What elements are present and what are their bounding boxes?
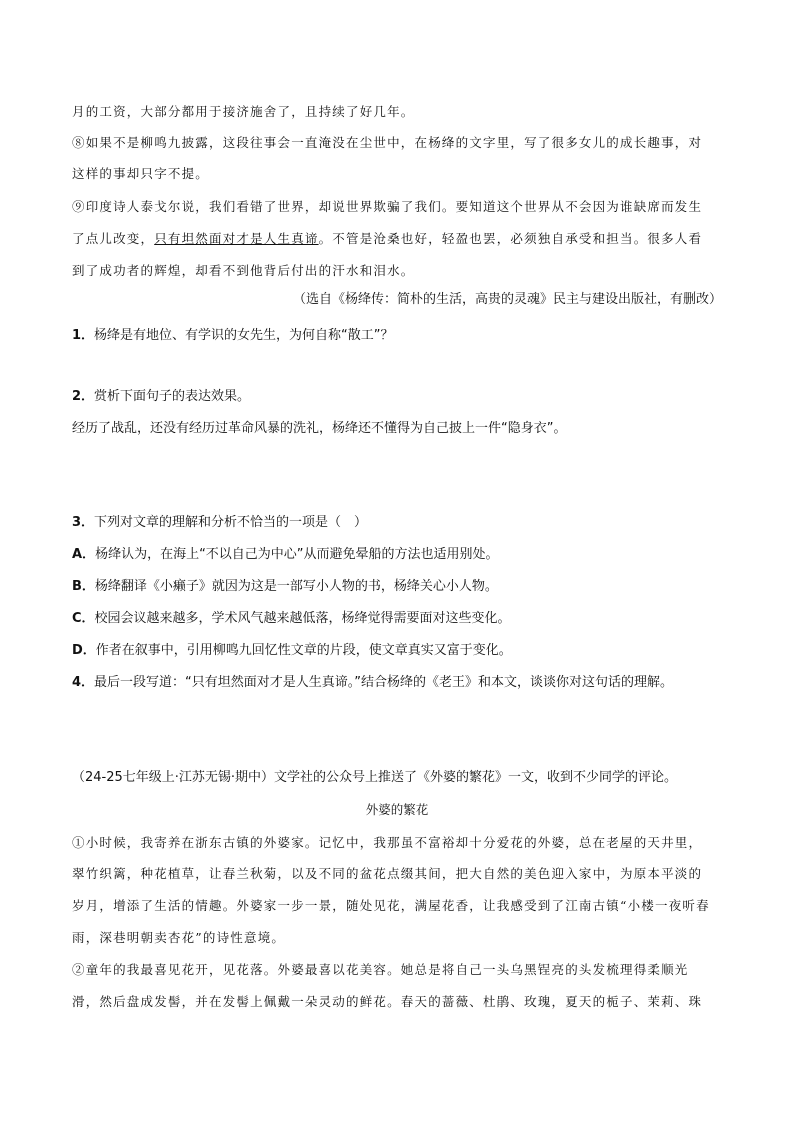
option-text: 杨绛认为，在海上“不以自己为中心”从而避免晕船的方法也适用别处。 bbox=[95, 547, 499, 562]
article-line: 岁月，增添了生活的情趣。外婆家一步一景，随处见花，满屋花香，让我感受到了江南古镇“小楼一夜听春 bbox=[72, 898, 710, 913]
article-title: 外婆的繁花 bbox=[365, 802, 429, 817]
option-label: A． bbox=[72, 547, 96, 562]
option-a bbox=[72, 545, 499, 565]
passage-line: 到了成功者的辉煌，却看不到他背后付出的汗水和泪水。 bbox=[72, 263, 415, 278]
question-2 bbox=[72, 387, 250, 407]
article-line: 翠竹织篱，种花植草，让春兰秋菊，以及不同的盆花点缀其间，把大自然的美色迎入家中，为原本平淡的 bbox=[72, 866, 703, 881]
passage-text: 。不管是沧桑也好，轻盈也罢，必须独自承受和担当。很多人看 bbox=[318, 231, 703, 246]
question-number: 2． bbox=[72, 389, 95, 404]
question-number: 3． bbox=[72, 515, 95, 530]
section-intro bbox=[72, 768, 677, 788]
option-text: 校园会议越来越多，学术风气越来越低落，杨绛觉得需要面对这些变化。 bbox=[94, 611, 511, 626]
question-number: 4． bbox=[72, 675, 95, 690]
option-text: 作者在叙事中，引用柳鸣九回忆性文章的片段，使文章真实又富于变化。 bbox=[95, 643, 512, 658]
intro-text: 文学社的公众号上推送了《外婆的繁花》一文，收到不少同学的评论。 bbox=[274, 770, 678, 785]
question-text: 杨绛是有地位、有学识的女先生，为何自称“散工”？ bbox=[94, 328, 394, 343]
article-line: ①小时候，我寄养在浙东古镇的外婆家。记忆中，我那虽不富裕却十分爱花的外婆，总在老屋的天井里， bbox=[72, 835, 703, 850]
passage-line: ⑨印度诗人泰戈尔说，我们看错了世界，却说世界欺骗了我们。要知道这个世界从不会因为谁缺席而发生 bbox=[72, 199, 703, 214]
question-text: 赏析下面句子的表达效果。 bbox=[94, 389, 251, 404]
underlined-sentence: 只有坦然面对才是人生真谛 bbox=[154, 231, 319, 246]
option-label: C． bbox=[72, 611, 95, 626]
question-1 bbox=[72, 326, 394, 346]
passage-line: ⑧如果不是柳鸣九披露，这段往事会一直淹没在尘世中，在杨绛的文字里，写了很多女儿的成长趣事，对 bbox=[72, 135, 703, 150]
passage-text: 了点儿改变， bbox=[72, 231, 155, 246]
question-text: 最后一段写道：“只有坦然面对才是人生真谛。”结合杨绛的《老王》和本文，谈谈你对这句话的理解。 bbox=[94, 675, 674, 690]
option-label: D． bbox=[72, 643, 96, 658]
article-line: 雨，深巷明朝卖杏花”的诗性意境。 bbox=[72, 930, 286, 945]
question-2-quote: 经历了战乱，还没有经历过革命风暴的洗礼，杨绛还不懂得为自己披上一件“隐身衣”。 bbox=[72, 421, 567, 436]
source-tag: （24-25七年级上·江苏无锡·期中） bbox=[72, 770, 275, 785]
option-d bbox=[72, 641, 512, 661]
question-4 bbox=[72, 673, 673, 693]
question-number: 1． bbox=[72, 328, 95, 343]
question-3 bbox=[72, 513, 367, 533]
article-line: ②童年的我最喜见花开，见花落。外婆最喜以花美容。她总是将自己一头乌黑锃亮的头发梳理得柔顺光 bbox=[72, 962, 689, 977]
question-text: 下列对文章的理解和分析不恰当的一项是（ ） bbox=[94, 515, 368, 530]
option-b bbox=[72, 577, 498, 597]
passage-source: （选自《杨绛传：简朴的生活，高贵的灵魂》民主与建设出版社，有删改） bbox=[292, 292, 722, 307]
passage-line: 这样的事却只字不提。 bbox=[72, 166, 210, 181]
passage-line: 月的工资，大部分都用于接济施舍了，且持续了好几年。 bbox=[72, 104, 415, 119]
option-label: B． bbox=[72, 579, 95, 594]
article-line: 滑，然后盘成发髻，并在发髻上佩戴一朵灵动的鲜花。春天的蔷薇、杜鹃、玫瑰，夏天的栀子、茉莉、珠 bbox=[72, 994, 703, 1009]
option-text: 杨绛翻译《小癞子》就因为这是一部写小人物的书，杨绛关心小人物。 bbox=[94, 579, 498, 594]
option-c bbox=[72, 609, 511, 629]
passage-line bbox=[72, 229, 702, 249]
